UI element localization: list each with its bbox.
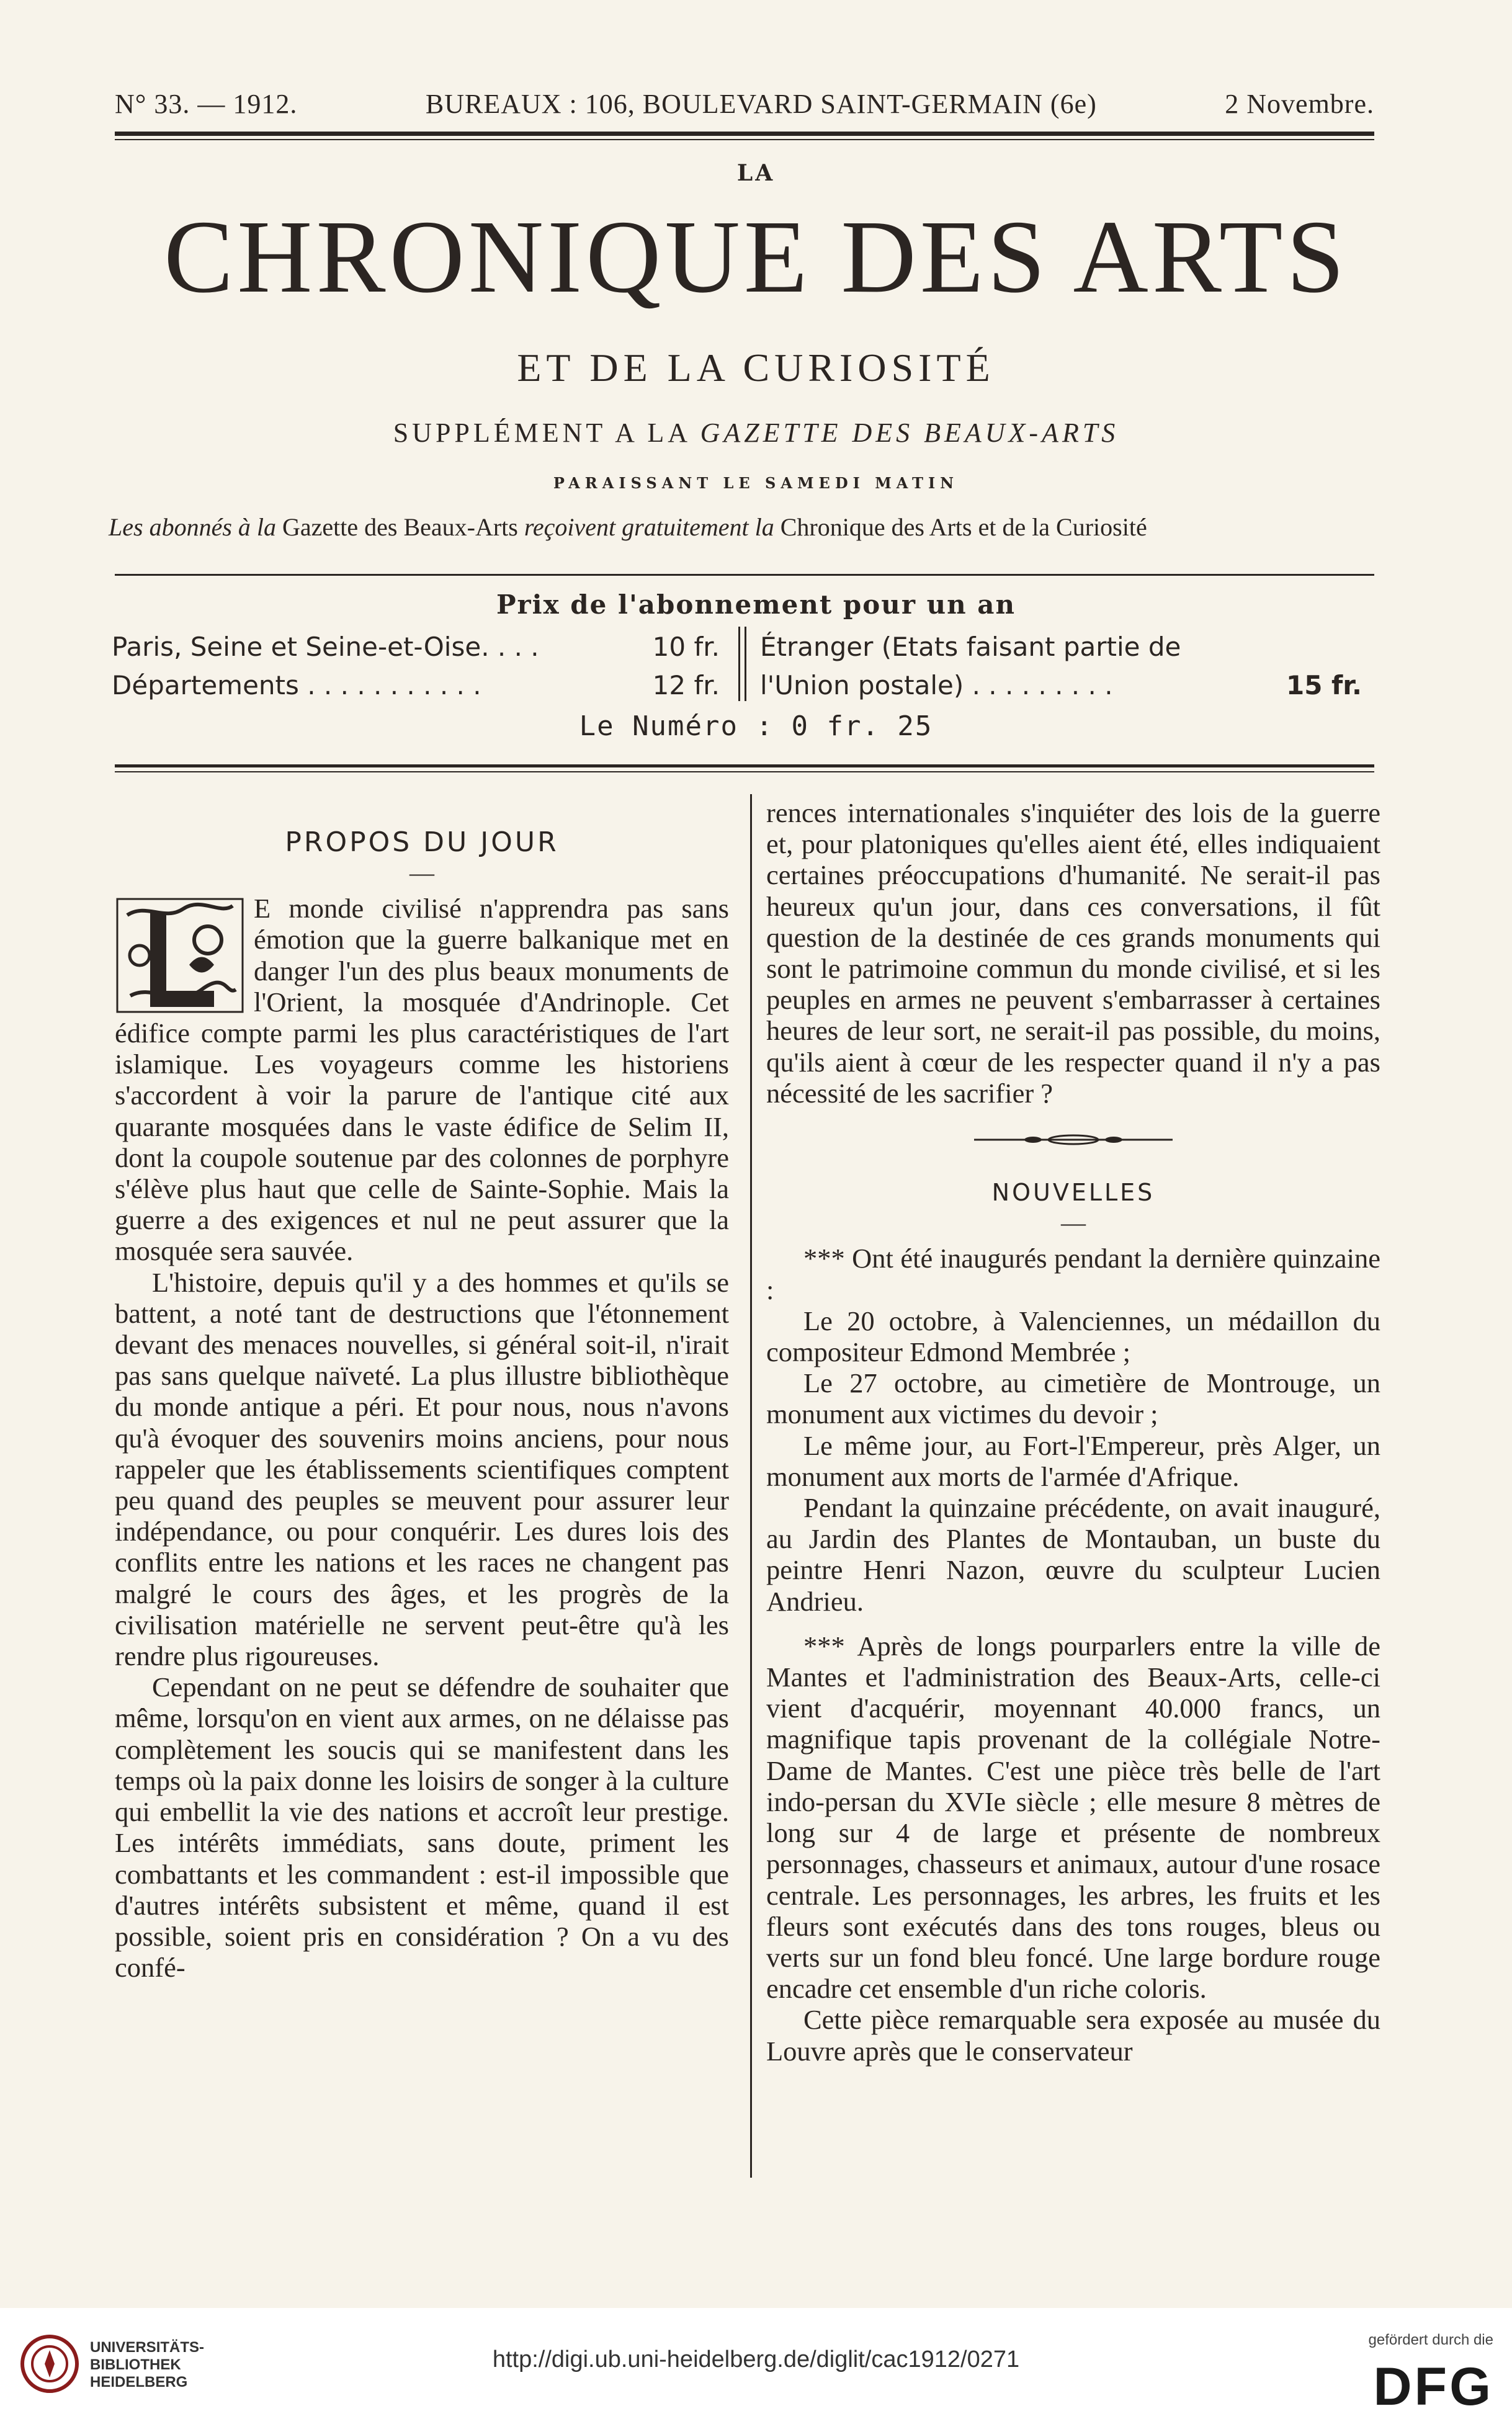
issue-number: N° 33. — 1912. (115, 89, 298, 119)
column-left (115, 797, 729, 1983)
price-etranger-line1: Étranger (Etats faisant partie de (760, 632, 1181, 662)
ornamental-dropcap (115, 897, 245, 1014)
masthead-title: CHRONIQUE DES ARTS (164, 199, 1348, 315)
prices-rule-top (115, 574, 1374, 576)
abonnes-part-2: Gazette des Beaux-Arts (276, 513, 524, 541)
header-rule-thin (115, 139, 1374, 140)
nouvelles-item-3: Le 27 octobre, au cimetière de Montrouge, un monument aux victimes du devoir ; (766, 1367, 1380, 1430)
price-departements (112, 670, 720, 700)
masthead-supplement (0, 417, 1512, 449)
subscribers-note (109, 512, 1399, 542)
price-departements-value: 12 fr. (652, 670, 720, 700)
permalink-url[interactable]: http://digi.ub.uni-heidelberg.de/diglit/cac1912/0271 (492, 2346, 1020, 2373)
prices-divider-1 (738, 627, 740, 701)
price-paris (112, 632, 720, 662)
abonnes-part-3: reçoivent gratuitement la (524, 513, 774, 541)
nouvelles-item-5: Pendant la quinzaine précédente, on avait inauguré, au Jardin des Plantes de Montauban, un buste du peintre Henri Nazon, œuvre du sculpteur Lucien Andrieu. (766, 1492, 1380, 1617)
nouvelles-item-1: *** Ont été inaugurés pendant la dernière quinzaine : (766, 1243, 1380, 1305)
column-right (766, 797, 1380, 2067)
nouvelles-item-2: Le 20 octobre, à Valenciennes, un médaillon du compositeur Edmond Membrée ; (766, 1305, 1380, 1368)
nouvelles-item-4: Le même jour, au Fort-l'Empereur, près Alger, un monument aux morts de l'armée d'Afrique. (766, 1429, 1380, 1492)
prices-title: Prix de l'abonnement pour un an (496, 589, 1016, 620)
abonnes-part-4: Chronique des Arts et de la Curiosité (774, 513, 1147, 541)
price-departements-label: Départements . . . . . . . . . . . (112, 670, 481, 700)
supplement-gazette: GAZETTE DES BEAUX-ARTS (700, 418, 1119, 448)
publication-schedule: PARAISSANT LE SAMEDI MATIN (553, 474, 959, 492)
price-paris-value: 10 fr. (652, 632, 720, 662)
library-name-line2: BIBLIOTHEK (90, 2356, 181, 2373)
propos-paragraph-4: rences internationales s'inquiéter des lois de la guerre et, pour platoniques qu'elles aient été, elles indiquaient certaines préoccupations d'humanité. Ne serait-il pas heureux qu'un jour, dans ces conversations, il fût question de la destinée de ces grands monuments qui sont le patrimoine commun du monde civilisé, et si les peuples en armes ne peuvent s'embarrasser à certaines heures de leur sort, ne serait-il pas possible, du moins, qu'ils aient à cœur de les respecter quand il n'y a pas nécessité de les sacrifier ? (766, 797, 1380, 1109)
nouvelles-item-6: *** Après de longs pourparlers entre la ville de Mantes et l'administration des Beaux-Arts, celle-ci vient d'acquérir, moyennant 40.000 francs, un magnifique tapis provenant de la collégiale Notre-Dame de Mantes. C'est une pièce très belle de l'art indo-persan du XVIe siècle ; elle mesure 8 mètres de long sur 4 de large et présente de nombreux personnages, chasseurs et animaux, autour d'une rosace centrale. Les personnages, les arbres, les fruits et les fleurs sont exécutés dans des tons rouges, bleus ou verts sur un fond bleu foncé. Une large bordure rouge encadre cet ensemble d'un riche coloris. (766, 1630, 1380, 2005)
prices-divider-2 (745, 627, 746, 701)
propos-paragraph-1: E monde civilisé n'apprendra pas sans émotion que la guerre balkanique met en danger l'un des plus beaux monuments de l'Orient, la mosquée d'Andrinople. Cet édifice compte parmi les plus caractéristiques de l'art islamique. Les voyageurs comme les historiens s'accordent à voir la parure de l'antique cité aux quarante mosquées dans le vaste édifice de Selim II, dont la coupole soutenue par des colonnes de porphyre s'élève plus haut que celle de Sainte-Sophie. Mais la guerre a des exigences et nul ne peut assurer que la mosquée sera sauvée. (115, 893, 729, 1267)
prices-rule-bottom-thick (115, 764, 1374, 767)
price-numero: Le Numéro : 0 fr. 25 (579, 710, 933, 742)
nouvelles-item-7: Cette pièce remarquable sera exposée au musée du Louvre après que le conservateur (766, 2004, 1380, 2067)
propos-heading: PROPOS DU JOUR (285, 826, 559, 858)
propos-paragraph-2: L'histoire, depuis qu'il y a des hommes et qu'ils se battent, a noté tant de destructions que l'étonnement devant des menaces nouvelles, si général soit-il, n'irait pas sans quelque naïveté. La plus illustre bibliothèque du monde antique a péri. Et pour nous, nous n'avons qu'à évoquer des souvenirs moins anciens, pour nous rappeler que les établissements scientifiques comptent peu quand des peuples se meuvent pour assurer leur indépendance, ou pour conquérir. Les dures lois des conflits entre les nations et les races ne changent pas malgré le cours des âges, et les progrès de la civilisation matérielle ne servent peut-être qu'à les rendre plus rigoureuses. (115, 1266, 729, 1672)
price-paris-label: Paris, Seine et Seine-et-Oise. . . . (112, 632, 539, 662)
digitization-footer (0, 2308, 1512, 2424)
header-rule-thick (115, 132, 1374, 136)
masthead-la: LA (736, 160, 776, 186)
library-name-line1: UNIVERSITÄTS- (90, 2339, 205, 2356)
price-etranger-label: l'Union postale) . . . . . . . . . (760, 670, 1113, 700)
column-divider (750, 794, 752, 2178)
price-etranger-value: 15 fr. (1286, 670, 1362, 700)
dfg-logo: DFG (1373, 2357, 1493, 2417)
propos-dash: — (409, 859, 434, 887)
section-ornament (766, 1134, 1380, 1146)
price-etranger-line2 (760, 670, 1362, 700)
nouvelles-heading: NOUVELLES (991, 1179, 1155, 1207)
library-name-line3: HEIDELBERG (90, 2374, 188, 2390)
abonnes-part-1: Les abonnés à la (109, 513, 276, 541)
supplement-prefix: SUPPLÉMENT A LA (393, 418, 700, 448)
funding-note: gefördert durch die (1368, 2332, 1493, 2348)
nouvelles-dash: — (1061, 1209, 1086, 1237)
masthead-subtitle: ET DE LA CURIOSITÉ (517, 346, 995, 390)
propos-paragraph-3: Cependant on ne peut se défendre de souhaiter que même, lorsqu'on en vient aux armes, on ne délaisse pas complètement les soucis qui se manifestent dans les temps où la paix donne les loisirs de songer à la culture qui embellit la vie des nations et accroît leur prestige. Les intérêts immédiats, sans doute, priment les combattants et les commandent : est-il impossible que d'autres intérêts subsistent et même, quand il est possible, soient pris en considération ? On a vu des confé- (115, 1671, 729, 1983)
issue-header (115, 88, 1374, 120)
bureaux-address: BUREAUX : 106, BOULEVARD SAINT-GERMAIN (6e) (425, 89, 1097, 119)
prices-rule-bottom-thin (115, 771, 1374, 772)
issue-date: 2 Novembre. (1225, 89, 1374, 119)
